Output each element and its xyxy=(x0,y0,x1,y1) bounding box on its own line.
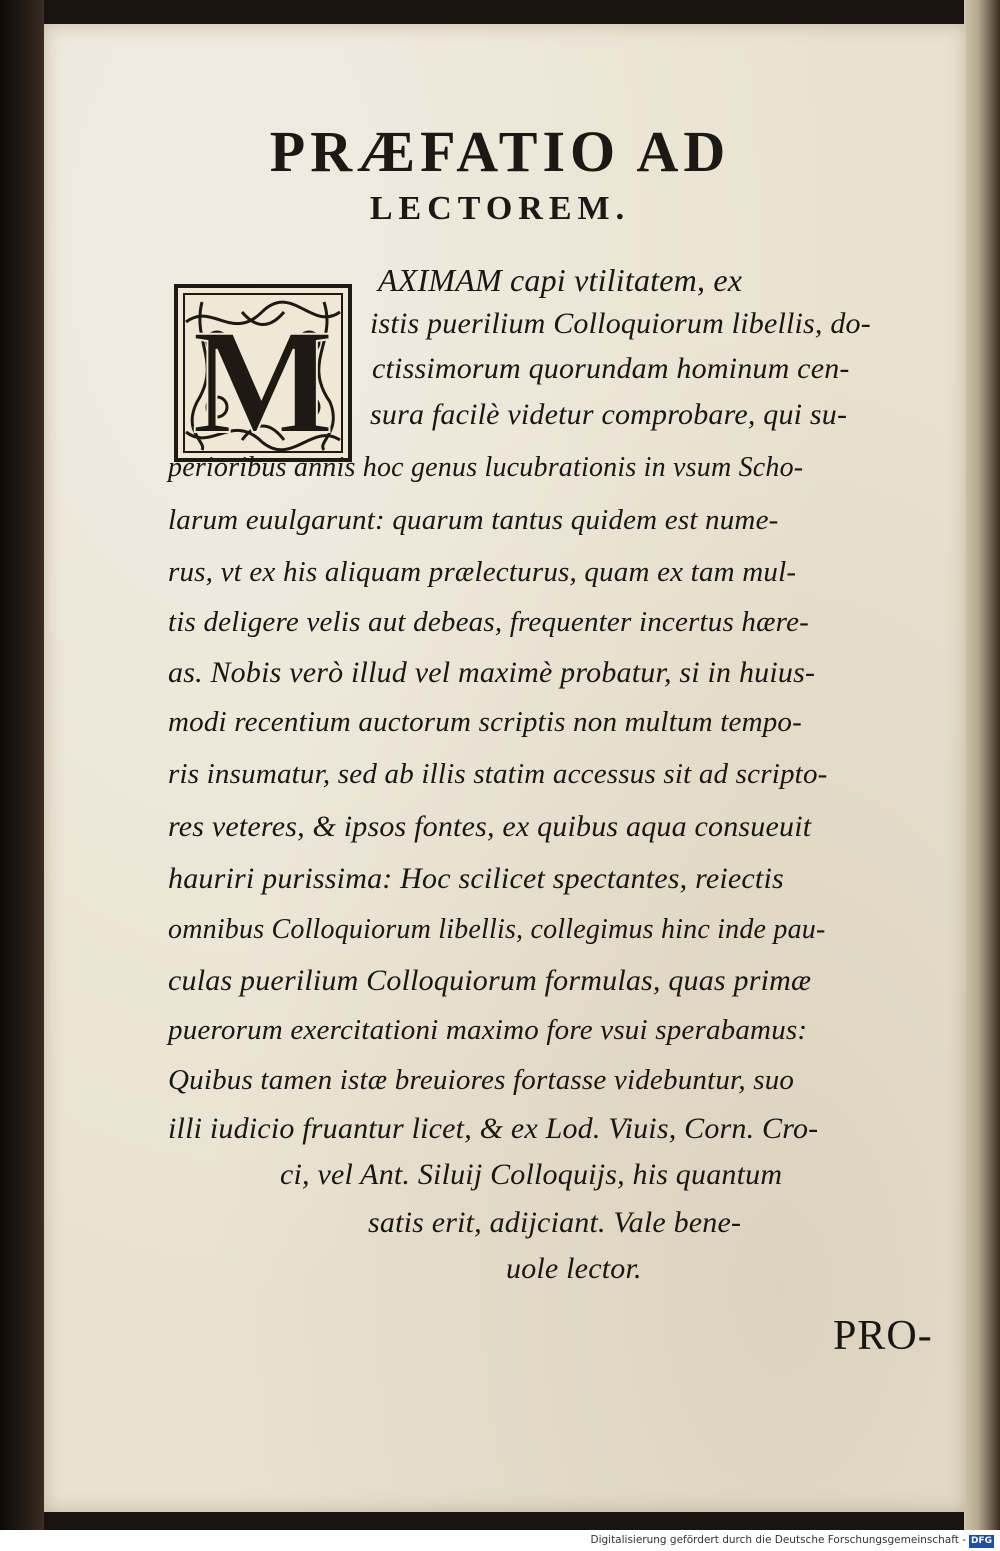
decorated-initial-art xyxy=(172,282,354,464)
text-line: satis erit, adijciant. Vale bene- xyxy=(368,1206,742,1239)
text-line: ctissimorum quorundam hominum cen- xyxy=(372,352,850,385)
text-line: puerorum exercitationi maximo fore vsui sperabamus: xyxy=(168,1014,808,1046)
dfg-logo: DFG xyxy=(970,1536,992,1546)
text-line: illi iudicio fruantur licet, & ex Lod. Viuis, Corn. Cro- xyxy=(168,1112,819,1145)
catchword: PRO- xyxy=(833,1313,933,1359)
initial-letter: M xyxy=(192,299,334,464)
text-line: omnibus Colloquiorum libellis, collegimus hinc inde pau- xyxy=(168,914,826,945)
text-line: istis puerilium Colloquiorum libellis, do- xyxy=(370,307,871,340)
book-edge-right xyxy=(964,0,1000,1530)
text-line: sura facilè videtur comprobare, qui su- xyxy=(370,398,848,431)
text-line: rus, vt ex his aliquam prælecturus, quam ex tam mul- xyxy=(168,556,797,588)
text-line: AXIMAM capi vtilitatem, ex xyxy=(378,262,743,298)
text-line: tis deligere velis aut debeas, frequenter incertus hære- xyxy=(168,606,810,638)
text-line: hauriri purissima: Hoc scilicet spectantes, reiectis xyxy=(168,862,784,895)
text-line: uole lector. xyxy=(506,1252,642,1285)
text-line: culas puerilium Colloquiorum formulas, quas primæ xyxy=(168,964,812,997)
text-line: as. Nobis verò illud vel maximè probatur, si in huius- xyxy=(168,656,816,689)
page-subtitle: LECTOREM. xyxy=(369,190,631,227)
text-line: perioribus annis hoc genus lucubrationis in vsum Scho- xyxy=(168,452,804,483)
book-edge-left xyxy=(0,0,44,1530)
page-title: PRÆFATIO AD xyxy=(269,119,731,184)
text-line: res veteres, & ipsos fontes, ex quibus aqua consueuit xyxy=(168,810,812,843)
text-line: Quibus tamen istæ breuiores fortasse videbuntur, suo xyxy=(168,1064,795,1096)
text-line: ris insumatur, sed ab illis statim accessus sit ad scripto- xyxy=(168,758,828,790)
text-line: ci, vel Ant. Siluij Colloquijs, his quantum xyxy=(280,1158,783,1191)
text-line: modi recentium auctorum scriptis non multum tempo- xyxy=(168,706,802,738)
text-line: larum euulgarunt: quarum tantus quidem est nume- xyxy=(168,504,779,536)
footer xyxy=(0,1532,1000,1551)
footer-credit: Digitalisierung gefördert durch die Deutsche Forschungsgemeinschaft - xyxy=(590,1534,966,1546)
decorated-initial xyxy=(172,282,354,464)
